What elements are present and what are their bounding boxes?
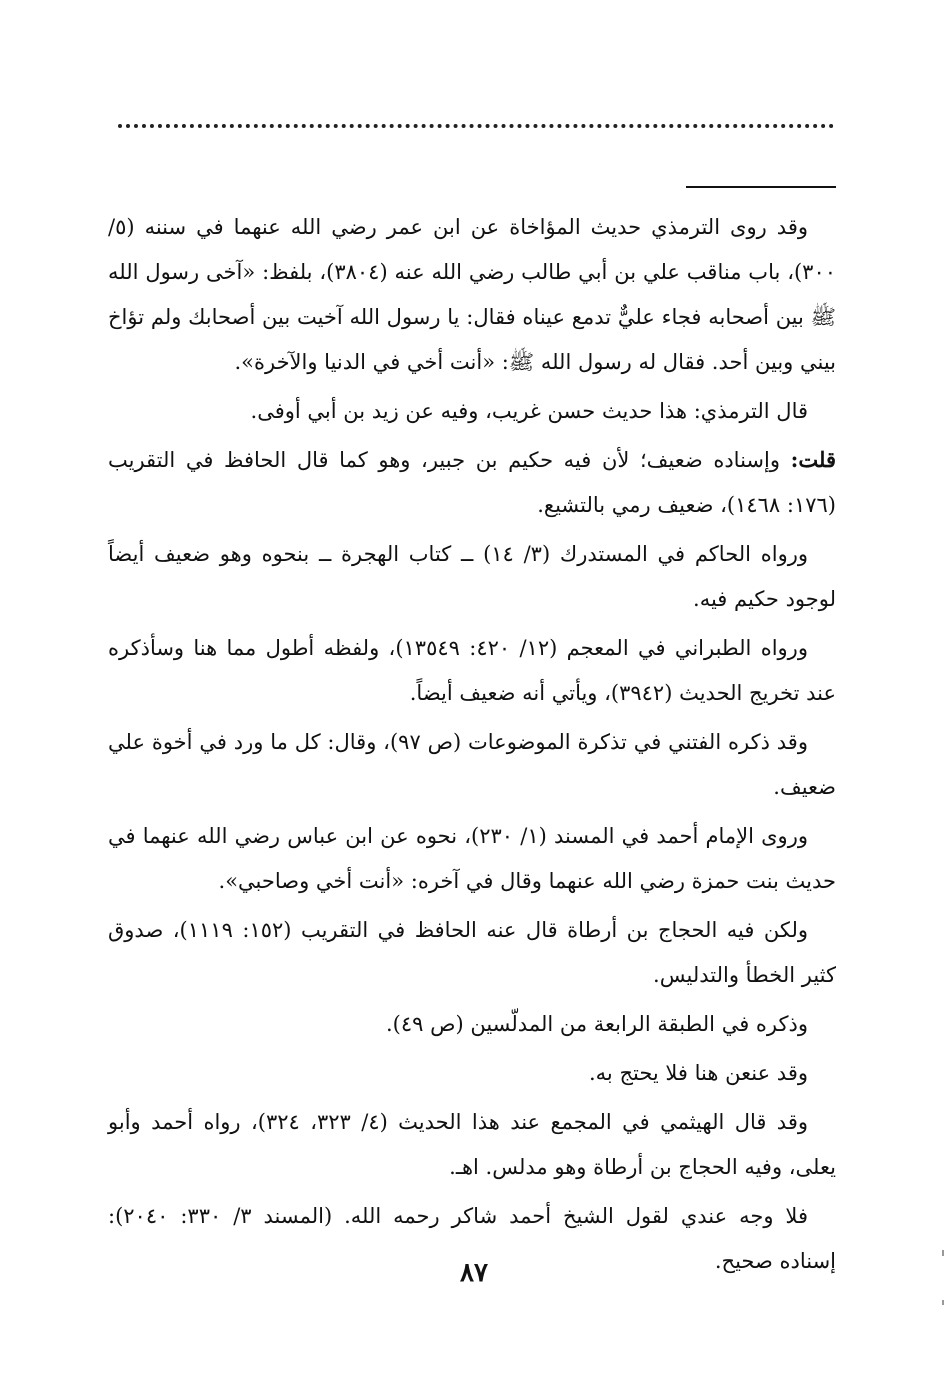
- paragraph-8: [108, 907, 836, 998]
- paragraph-text: وذكره في الطبقة الرابعة من المدلّسين (ص ٤٩).: [385, 1012, 808, 1036]
- paragraph-2: [108, 388, 836, 434]
- paragraph-text: وقد روى الترمذي حديث المؤاخاة عن ابن عمر رضي الله عنهما في سننه (٥/ ٣٠٠)، باب مناقب علي بن أبي طالب رضي الله عنه (٣٨٠٤)، بلفظ: «آخى رسول الله ﷺ بين أصحابه فجاء عليٌّ تدمع عيناه فقال: يا رسول الله آخيت بين أصحابك ولم تؤاخ بيني وبين أحد. فقال له رسول الله ﷺ: «أنت أخي في الدنيا والآخرة».: [108, 215, 837, 374]
- paragraph-10: [108, 1050, 836, 1096]
- paragraph-9: [108, 1001, 836, 1047]
- paragraph-text: فلا وجه عندي لقول الشيخ أحمد شاكر رحمه الله. (المسند ٣/ ٣٣٠: ٢٠٤٠): إسناده صحيح.: [108, 1204, 836, 1273]
- paragraph-11: [108, 1099, 836, 1190]
- scan-edge-mark: [942, 1300, 944, 1305]
- paragraph-text: وقد قال الهيثمي في المجمع عند هذا الحديث (٤/ ٣٢٣، ٣٢٤)، رواه أحمد وأبو يعلى، وفيه الحجاج بن أرطاة وهو مدلس. اهـ.: [108, 1110, 836, 1179]
- paragraph-7: [108, 813, 836, 904]
- paragraph-lead: قلت:: [790, 447, 836, 472]
- dotted-separator: [118, 124, 834, 128]
- footnote-text: [108, 204, 836, 1287]
- page-number: ٨٧: [460, 1258, 488, 1288]
- paragraph-text: وقد ذكره الفتني في تذكرة الموضوعات (ص ٩٧)، وقال: كل ما ورد في أخوة علي ضعيف.: [108, 730, 836, 799]
- paragraph-text: وقد عنعن هنا فلا يحتج به.: [588, 1061, 808, 1085]
- paragraph-text: ورواه الطبراني في المعجم (١٢/ ٤٢٠: ١٣٥٤٩)، ولفظه أطول مما هنا وسأذكره عند تخريج الحديث (٣٩٤٢)، ويأتي أنه ضعيف أيضاً.: [108, 636, 836, 705]
- paragraph-text: ولكن فيه الحجاج بن أرطاة قال عنه الحافظ في التقريب (١٥٢: ١١١٩)، صدوق كثير الخطأ والتدليس.: [108, 918, 836, 987]
- paragraph-3: [108, 437, 836, 528]
- paragraph-6: [108, 719, 836, 810]
- footnote-rule: [686, 186, 836, 188]
- paragraph-text: قال الترمذي: هذا حديث حسن غريب، وفيه عن زيد بن أبي أوفى.: [250, 399, 808, 423]
- paragraph-text: ورواه الحاكم في المستدرك (٣/ ١٤) ــ كتاب الهجرة ــ بنحوه وهو ضعيف أيضاً لوجود حكيم فيه.: [108, 542, 836, 611]
- paragraph-5: [108, 625, 836, 716]
- paragraph-text: وروى الإمام أحمد في المسند (١/ ٢٣٠)، نحوه عن ابن عباس رضي الله عنهما في حديث بنت حمزة رضي الله عنهما وقال في آخره: «أنت أخي وصاحبي».: [108, 824, 836, 893]
- paragraph-4: [108, 531, 836, 622]
- scan-edge-mark: [942, 1250, 944, 1256]
- paragraph-text: وإسناده ضعيف؛ لأن فيه حكيم بن جبير، وهو كما قال الحافظ في التقريب (١٧٦: ١٤٦٨)، ضعيف رمي بالتشيع.: [108, 448, 836, 517]
- paragraph-1: [108, 204, 836, 385]
